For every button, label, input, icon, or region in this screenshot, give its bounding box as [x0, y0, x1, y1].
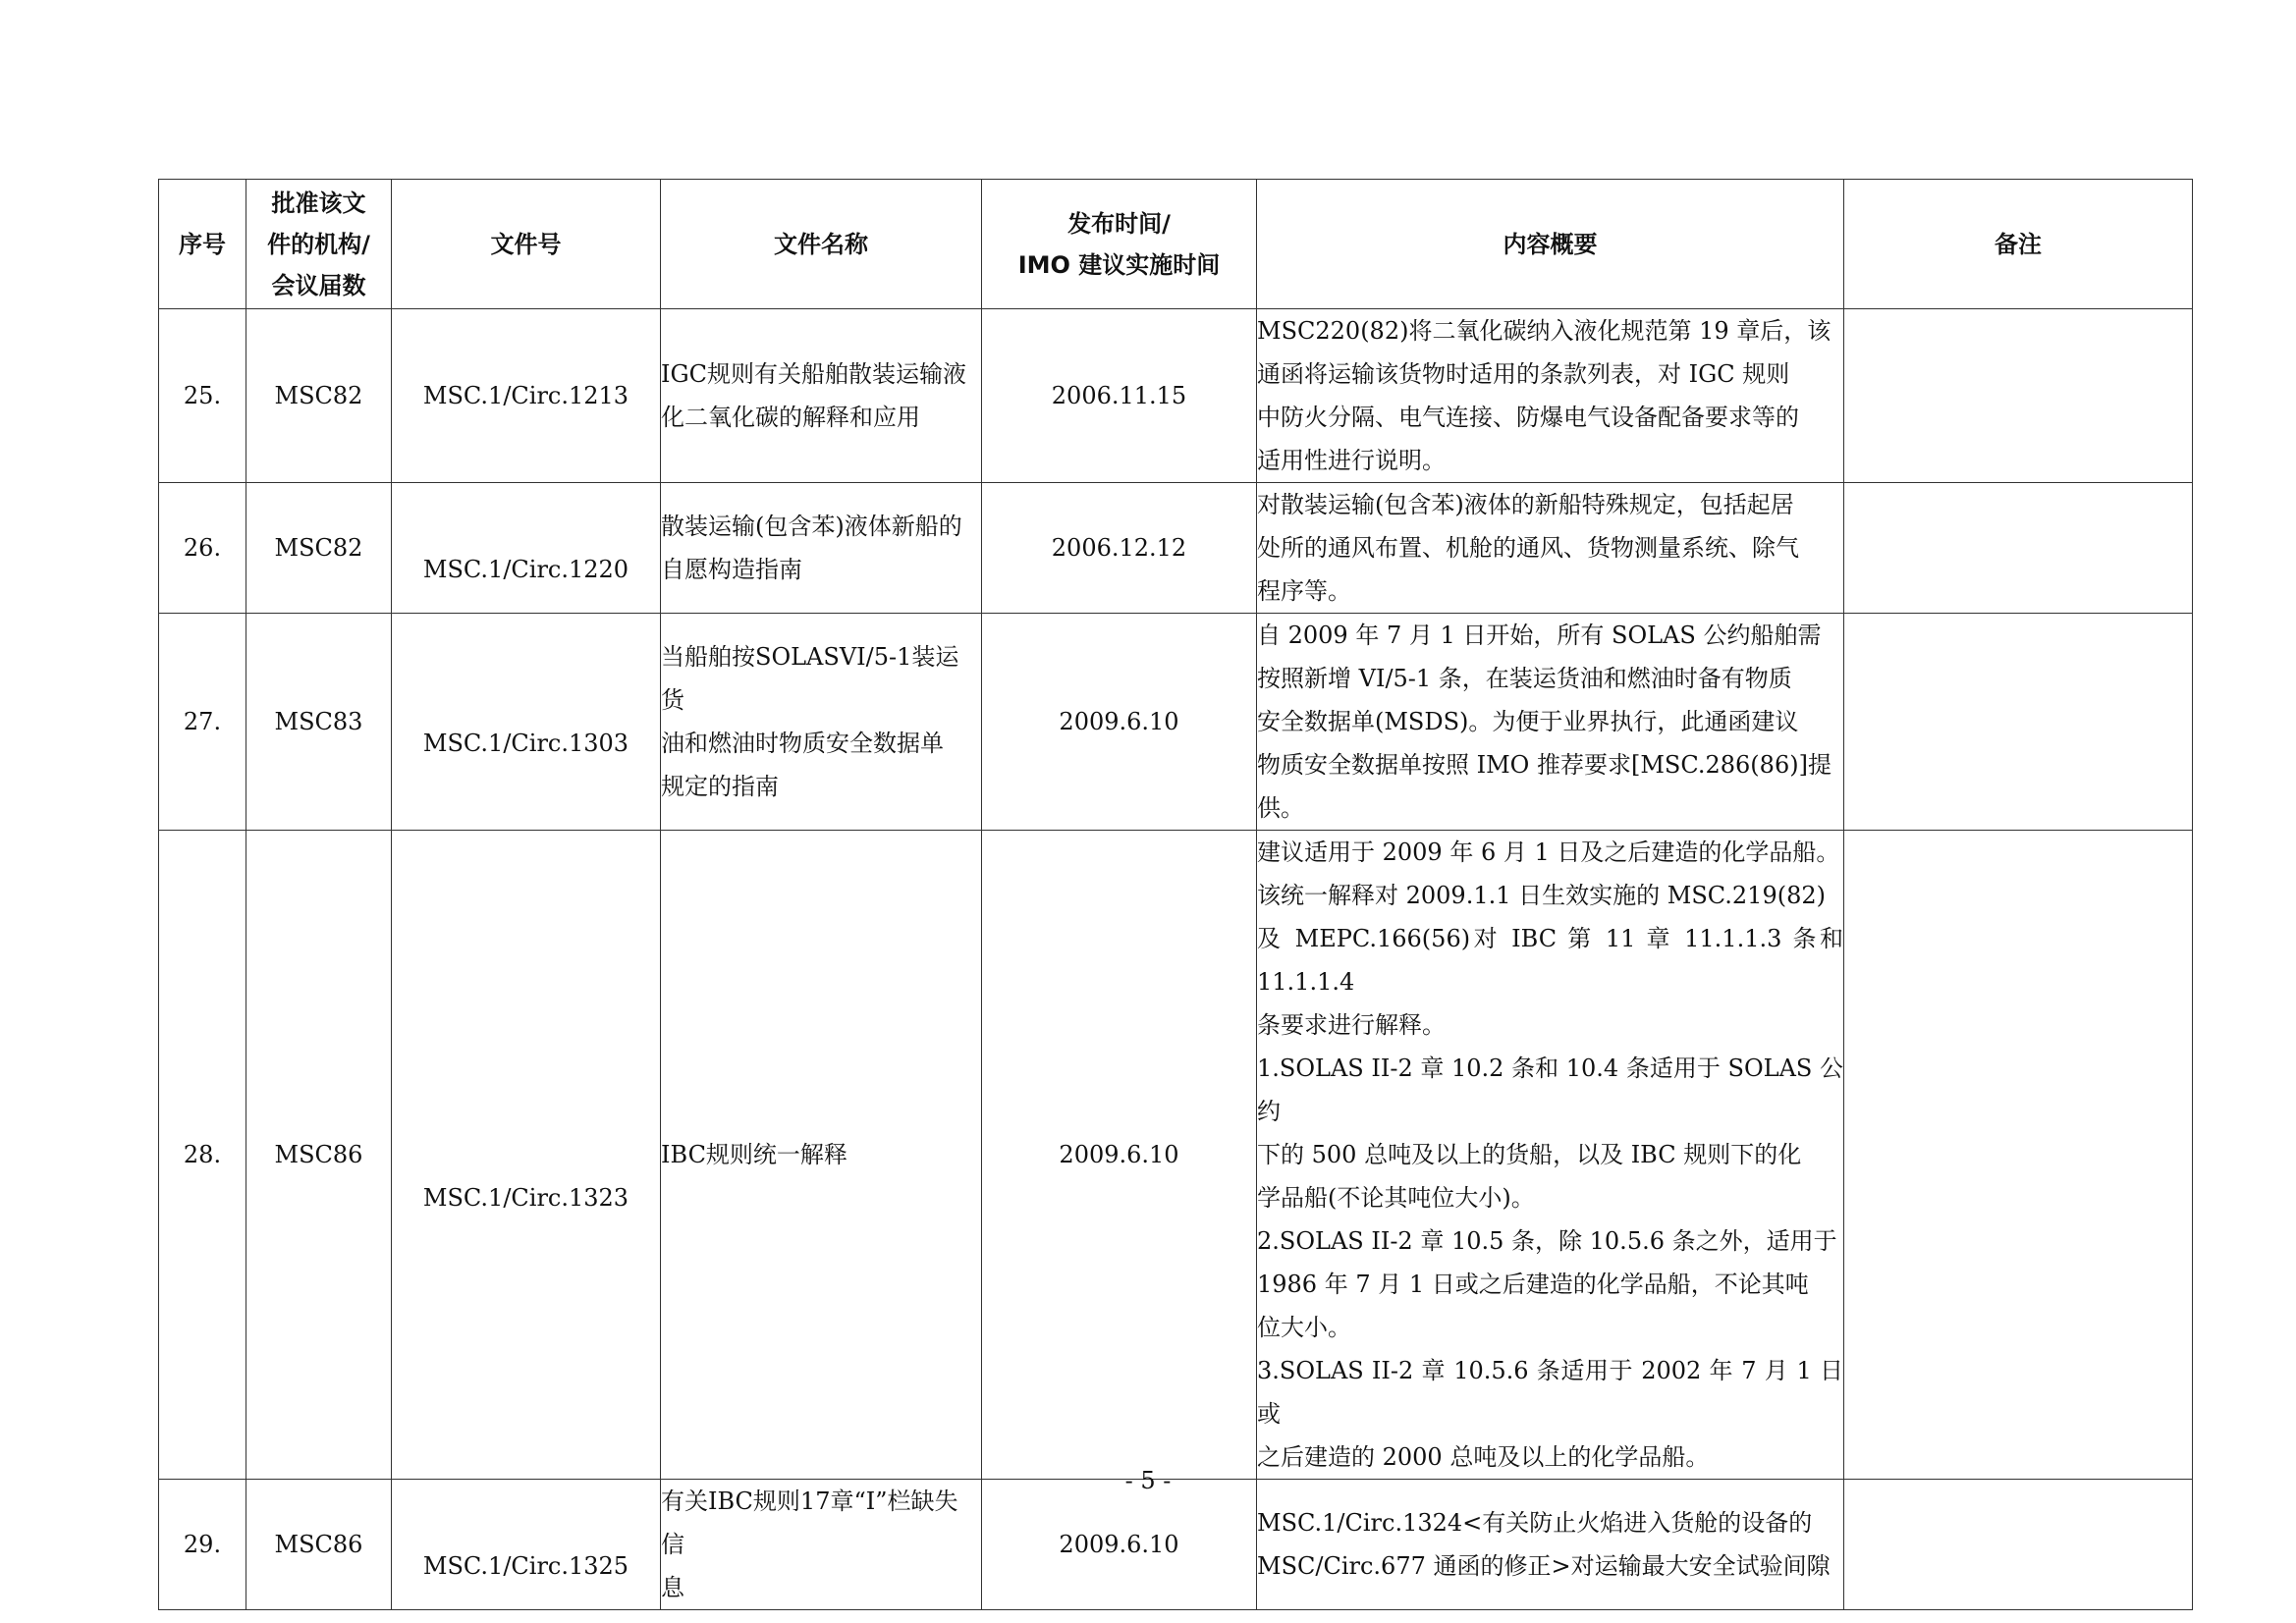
header-summary: 内容概要 [1257, 180, 1844, 309]
doc-name-line: 散装运输(包含苯)液体新船的 [661, 513, 962, 540]
header-date-line: 发布时间/ [1067, 209, 1171, 238]
doc-no-text: MSC.1/Circ.1303 [422, 730, 629, 757]
cell-summary [1257, 614, 1844, 831]
table-row [159, 831, 2193, 1480]
summary-line: 按照新增 VI/5-1 条，在装运货油和燃油时备有物质 [1257, 665, 1792, 692]
cell-doc-name [661, 614, 982, 831]
summary-line: 2.SOLAS II-2 章 10.5 条，除 10.5.6 条之外，适用于 [1257, 1227, 1837, 1255]
header-org-line: 会议届数 [271, 271, 366, 299]
doc-no-text: MSC.1/Circ.1325 [422, 1552, 629, 1580]
cell-remark [1844, 614, 2193, 831]
header-row [159, 180, 2193, 309]
table-row [159, 614, 2193, 831]
cell-doc-no [392, 483, 661, 614]
doc-name-line: 有关IBC规则17章“I”栏缺失信 [661, 1488, 958, 1558]
header-doc-name: 文件名称 [661, 180, 982, 309]
header-date [982, 180, 1257, 309]
summary-line: 3.SOLAS II-2 章 10.5.6 条适用于 2002 年 7 月 1 日或 [1257, 1357, 1843, 1428]
cell-org: MSC83 [246, 614, 392, 831]
doc-name-line: IGC规则有关船舶散装运输液 [661, 360, 967, 388]
cell-doc-name [661, 309, 982, 483]
cell-seq: 29. [159, 1480, 246, 1610]
cell-doc-name [661, 831, 982, 1480]
summary-line: 1.SOLAS II-2 章 10.2 条和 10.4 条适用于 SOLAS 公约 [1257, 1055, 1843, 1125]
cell-remark [1844, 1480, 2193, 1610]
cell-seq: 28. [159, 831, 246, 1480]
doc-name-line: 油和燃油时物质安全数据单 [661, 730, 944, 757]
header-doc-no: 文件号 [392, 180, 661, 309]
summary-line: 学品船(不论其吨位大小)。 [1257, 1184, 1535, 1212]
cell-seq: 26. [159, 483, 246, 614]
summary-line: MSC/Circ.677 通函的修正>对运输最大安全试验间隙 [1257, 1552, 1831, 1580]
cell-doc-no [392, 614, 661, 831]
summary-line: 程序等。 [1257, 577, 1351, 605]
cell-doc-name [661, 483, 982, 614]
header-org-line: 批准该文 [271, 189, 366, 217]
summary-line: 自 2009 年 7 月 1 日开始，所有 SOLAS 公约船舶需 [1257, 622, 1822, 649]
summary-line: 该统一解释对 2009.1.1 日生效实施的 MSC.219(82) [1257, 882, 1826, 909]
cell-seq: 25. [159, 309, 246, 483]
summary-line: 位大小。 [1257, 1314, 1351, 1341]
cell-summary [1257, 1480, 1844, 1610]
summary-line: MSC.1/Circ.1324<有关防止火焰进入货舱的设备的 [1257, 1509, 1813, 1537]
summary-line: 供。 [1257, 794, 1304, 822]
cell-date: 2009.6.10 [982, 614, 1257, 831]
summary-line: 中防火分隔、电气连接、防爆电气设备配备要求等的 [1257, 404, 1799, 431]
summary-line: 处所的通风布置、机舱的通风、货物测量系统、除气 [1257, 534, 1799, 562]
summary-line: 下的 500 总吨及以上的货船，以及 IBC 规则下的化 [1257, 1141, 1802, 1168]
header-org-line: 件的机构/ [267, 230, 370, 258]
cell-org: MSC86 [246, 1480, 392, 1610]
cell-doc-name [661, 1480, 982, 1610]
cell-seq: 27. [159, 614, 246, 831]
cell-date: 2009.6.10 [982, 1480, 1257, 1610]
summary-line: 1986 年 7 月 1 日或之后建造的化学品船，不论其吨 [1257, 1271, 1809, 1298]
cell-org: MSC82 [246, 483, 392, 614]
header-seq: 序号 [159, 180, 246, 309]
doc-name-line: 自愿构造指南 [661, 556, 802, 583]
cell-date: 2006.12.12 [982, 483, 1257, 614]
summary-line: 及 MEPC.166(56)对 IBC 第 11 章 11.1.1.3 条和 11.1.1.4 [1257, 925, 1843, 996]
cell-summary [1257, 309, 1844, 483]
cell-date: 2006.11.15 [982, 309, 1257, 483]
page-number: - 5 - [1124, 1467, 1172, 1494]
doc-name-line: 息 [661, 1574, 684, 1601]
cell-doc-no: MSC.1/Circ.1213 [392, 309, 661, 483]
table-row [159, 309, 2193, 483]
doc-no-text: MSC.1/Circ.1220 [422, 556, 629, 583]
cell-doc-no [392, 831, 661, 1480]
doc-name-line: IBC规则统一解释 [661, 1141, 847, 1168]
summary-line: 适用性进行说明。 [1257, 447, 1446, 474]
table-row [159, 483, 2193, 614]
header-date-line: IMO 建议实施时间 [1017, 250, 1221, 279]
doc-name-line: 化二氧化碳的解释和应用 [661, 404, 920, 431]
cell-org: MSC86 [246, 831, 392, 1480]
summary-line: 安全数据单(MSDS)。为便于业界执行，此通函建议 [1257, 708, 1799, 735]
cell-summary [1257, 831, 1844, 1480]
doc-name-line: 规定的指南 [661, 773, 779, 800]
header-remark: 备注 [1844, 180, 2193, 309]
cell-remark [1844, 309, 2193, 483]
cell-doc-no [392, 1480, 661, 1610]
summary-line: MSC220(82)将二氧化碳纳入液化规范第 19 章后，该 [1257, 317, 1831, 345]
summary-line: 对散装运输(包含苯)液体的新船特殊规定，包括起居 [1257, 491, 1794, 518]
header-org [246, 180, 392, 309]
summary-line: 之后建造的 2000 总吨及以上的化学品船。 [1257, 1443, 1710, 1471]
cell-org: MSC82 [246, 309, 392, 483]
summary-line: 物质安全数据单按照 IMO 推荐要求[MSC.286(86)]提 [1257, 751, 1831, 779]
summary-line: 通函将运输该货物时适用的条款列表，对 IGC 规则 [1257, 360, 1790, 388]
cell-summary [1257, 483, 1844, 614]
regulation-table [158, 179, 2193, 1610]
cell-date: 2009.6.10 [982, 831, 1257, 1480]
summary-line: 条要求进行解释。 [1257, 1011, 1446, 1039]
cell-remark [1844, 483, 2193, 614]
doc-name-line: 当船舶按SOLASVI/5-1装运货 [661, 643, 959, 714]
cell-remark [1844, 831, 2193, 1480]
doc-no-text: MSC.1/Circ.1323 [422, 1184, 629, 1212]
summary-line: 建议适用于 2009 年 6 月 1 日及之后建造的化学品船。 [1257, 839, 1840, 866]
table-row [159, 1480, 2193, 1610]
